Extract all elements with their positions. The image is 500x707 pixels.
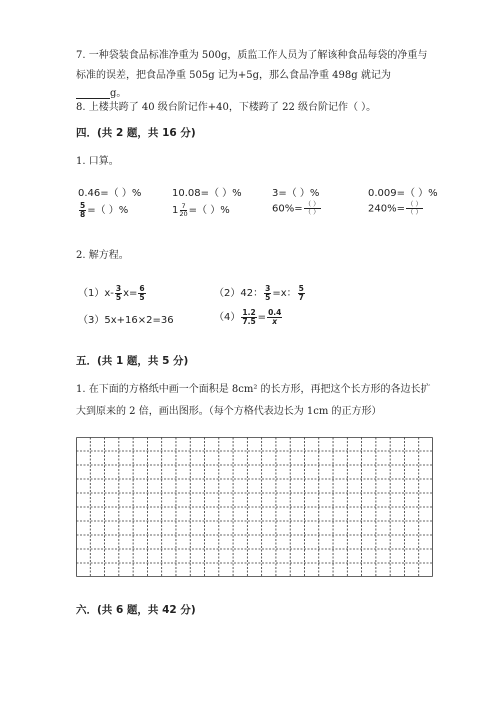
fraction-blank[interactable]: $\frac{( )}{( )}$ bbox=[406, 200, 423, 216]
fraction: $\frac{6}{5}$ bbox=[139, 283, 145, 302]
fraction-blank[interactable]: $\frac{( )}{( )}$ bbox=[304, 200, 320, 216]
equation-1: （1）x- $\frac{3}{5}$ x= $\frac{6}{5}$ bbox=[78, 283, 145, 302]
equation-3: （3）5x+16×2=36 bbox=[78, 315, 174, 326]
oral-calc-7: 60%= $\frac{( )}{( )}$ bbox=[272, 200, 320, 216]
oral-calc-3: 3=（ ）% bbox=[272, 188, 320, 199]
section-4-title: 四．(共 2 题，共 16 分) bbox=[76, 127, 196, 139]
question-7-line-1: 7. 一种袋装食品标准净重为 500g，质监工作人员为了解该种食品每袋的净重与 bbox=[76, 50, 428, 61]
oral-calc-8: 240%= $\frac{( )}{( )}$ bbox=[368, 200, 423, 216]
section-6-title: 六．(共 6 题，共 42 分) bbox=[76, 604, 196, 616]
oral-calc-1: 0.46=（ ）% bbox=[78, 188, 142, 199]
oral-calc-5: $\frac{5}{8}$ =（ ）% bbox=[80, 200, 129, 219]
fraction: $\frac{5}{8}$ bbox=[80, 200, 86, 219]
equation-2: （2）42： $\frac{3}{5}$ =x： $\frac{5}{7}$ bbox=[214, 283, 304, 302]
drawing-question-line-2: 大到原来的 2 倍，画出图形。（每个方格代表边长为 1cm 的正方形） bbox=[76, 406, 382, 417]
question-8: 8. 上楼共跨了 40 级台阶记作+40，下楼跨了 22 级台阶记作（ ）。 bbox=[76, 102, 377, 113]
grid-paper[interactable] bbox=[76, 437, 433, 577]
question-7-line-2: 标准的误差，把食品净重 505g 记为+5g，那么食品净重 498g 就记为 bbox=[76, 70, 391, 81]
oral-calc-6: 1 $\frac{7}{20}$ =（ ）% bbox=[172, 201, 230, 218]
oral-calc-4: 0.009=（ ）% bbox=[368, 188, 438, 199]
fraction: $\frac{5}{7}$ bbox=[298, 283, 304, 302]
fraction: $\frac{1.2}{7.5}$ bbox=[242, 307, 256, 326]
question-7-line-3 bbox=[76, 84, 126, 99]
drawing-question-line-1: 1. 在下面的方格纸中画一个面积是 8cm² 的长方形，再把这个长方形的各边长扩 bbox=[76, 384, 431, 395]
oral-calc-title: 1. 口算。 bbox=[76, 156, 119, 167]
oral-calc-2: 10.08=（ ）% bbox=[172, 188, 242, 199]
fraction: $\frac{7}{20}$ bbox=[179, 201, 188, 218]
fraction: $\frac{0.4}{x}$ bbox=[268, 307, 282, 326]
unit-label: g。 bbox=[110, 88, 127, 99]
fraction: $\frac{3}{5}$ bbox=[115, 283, 122, 302]
equation-4: （4） $\frac{1.2}{7.5}$ = $\frac{0.4}{x}$ bbox=[214, 307, 282, 326]
fraction: $\frac{3}{5}$ bbox=[265, 283, 271, 302]
equations-title: 2. 解方程。 bbox=[76, 250, 129, 261]
section-5-title: 五．(共 1 题，共 5 分) bbox=[76, 355, 189, 367]
